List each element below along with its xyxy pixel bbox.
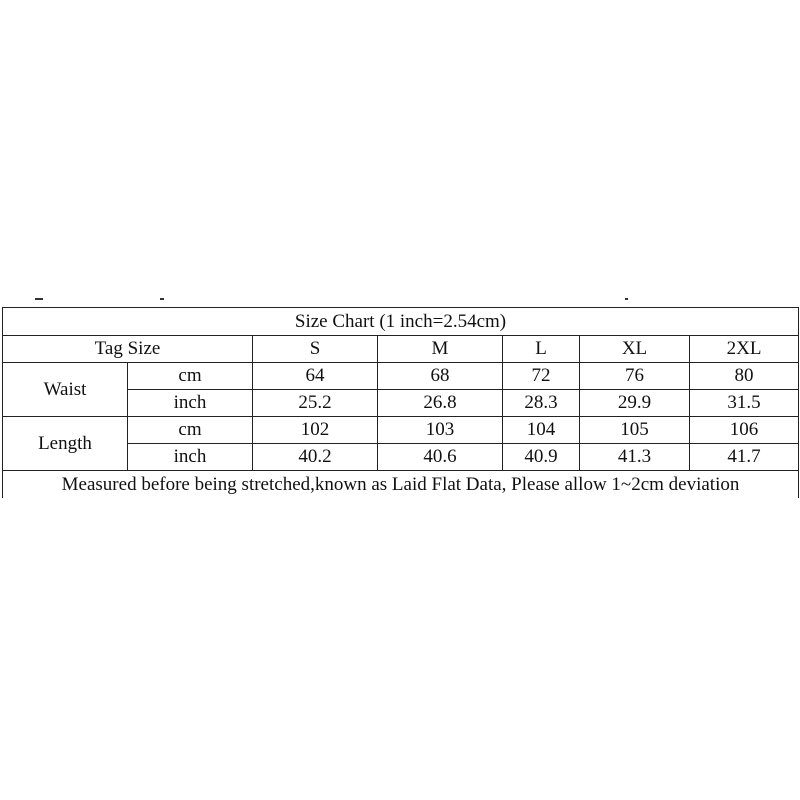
size-header-m: M — [378, 336, 503, 363]
size-header-s: S — [253, 336, 378, 363]
value-cell: 28.3 — [503, 390, 580, 417]
length-cm-row — [3, 417, 799, 444]
size-header-xl: XL — [580, 336, 690, 363]
value-cell: 80 — [690, 363, 799, 390]
unit-label: inch — [128, 444, 253, 471]
value-cell: 29.9 — [580, 390, 690, 417]
note-row — [3, 471, 799, 499]
value-cell: 25.2 — [253, 390, 378, 417]
edge-mark — [160, 298, 164, 300]
measurement-note: Measured before being stretched,known as Laid Flat Data, Please allow 1~2cm deviation — [3, 471, 799, 499]
header-row — [3, 336, 799, 363]
value-cell: 40.6 — [378, 444, 503, 471]
value-cell: 41.3 — [580, 444, 690, 471]
value-cell: 76 — [580, 363, 690, 390]
value-cell: 26.8 — [378, 390, 503, 417]
value-cell: 104 — [503, 417, 580, 444]
title-row — [3, 308, 799, 336]
value-cell: 68 — [378, 363, 503, 390]
size-chart-table — [2, 307, 799, 498]
value-cell: 40.9 — [503, 444, 580, 471]
value-cell: 102 — [253, 417, 378, 444]
measurement-label-length: Length — [3, 417, 128, 471]
value-cell: 105 — [580, 417, 690, 444]
value-cell: 103 — [378, 417, 503, 444]
waist-cm-row — [3, 363, 799, 390]
size-header-2xl: 2XL — [690, 336, 799, 363]
unit-label: cm — [128, 417, 253, 444]
value-cell: 40.2 — [253, 444, 378, 471]
value-cell: 64 — [253, 363, 378, 390]
value-cell: 72 — [503, 363, 580, 390]
value-cell: 31.5 — [690, 390, 799, 417]
unit-label: inch — [128, 390, 253, 417]
measurement-label-waist: Waist — [3, 363, 128, 417]
tag-size-label: Tag Size — [3, 336, 253, 363]
edge-mark — [35, 298, 43, 300]
unit-label: cm — [128, 363, 253, 390]
chart-title: Size Chart (1 inch=2.54cm) — [3, 308, 799, 336]
size-header-l: L — [503, 336, 580, 363]
edge-mark — [625, 298, 628, 300]
value-cell: 41.7 — [690, 444, 799, 471]
value-cell: 106 — [690, 417, 799, 444]
